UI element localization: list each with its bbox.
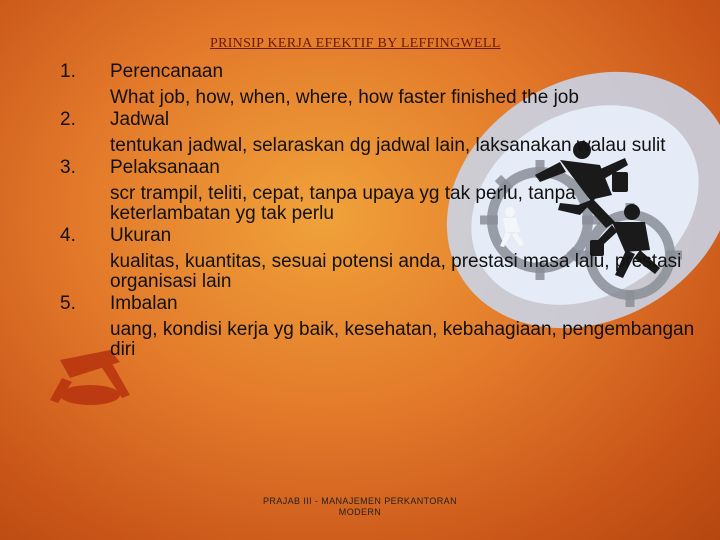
item-heading: Pelaksanaan — [110, 157, 220, 178]
slide-footer — [250, 496, 470, 518]
footer-line-1: PRAJAB III - MANAJEMEN PERKANTORAN — [263, 496, 457, 506]
principles-list — [58, 60, 698, 360]
item-heading: Jadwal — [110, 109, 170, 130]
item-heading: Imbalan — [110, 293, 178, 314]
list-item — [58, 108, 698, 156]
item-detail: What job, how, when, where, how faster finished the job — [110, 87, 579, 108]
list-item — [58, 156, 698, 224]
item-detail: kualitas, kuantitas, sesuai potensi anda, prestasi masa lalu, prestasi organisasi lain — [110, 251, 682, 292]
list-item — [58, 224, 698, 292]
item-detail: scr trampil, teliti, cepat, tanpa upaya yg tak perlu, tanpa keterlambatan yg tak perlu — [110, 183, 576, 224]
slide-title: PRINSIP KERJA EFEKTIF BY LEFFINGWELL — [210, 36, 501, 51]
item-number: 4. — [60, 225, 76, 246]
item-number: 1. — [60, 61, 76, 82]
list-item — [58, 292, 698, 360]
item-detail: tentukan jadwal, selaraskan dg jadwal lain, laksanakan walau sulit — [110, 135, 666, 156]
item-detail: uang, kondisi kerja yg baik, kesehatan, kebahagiaan, pengembangan diri — [110, 319, 695, 360]
item-number: 2. — [60, 109, 76, 130]
item-number: 3. — [60, 157, 76, 178]
footer-line-2: MODERN — [338, 507, 382, 517]
list-item — [58, 60, 698, 108]
item-number: 5. — [60, 293, 76, 314]
item-heading: Ukuran — [110, 225, 172, 246]
item-heading: Perencanaan — [110, 61, 224, 82]
